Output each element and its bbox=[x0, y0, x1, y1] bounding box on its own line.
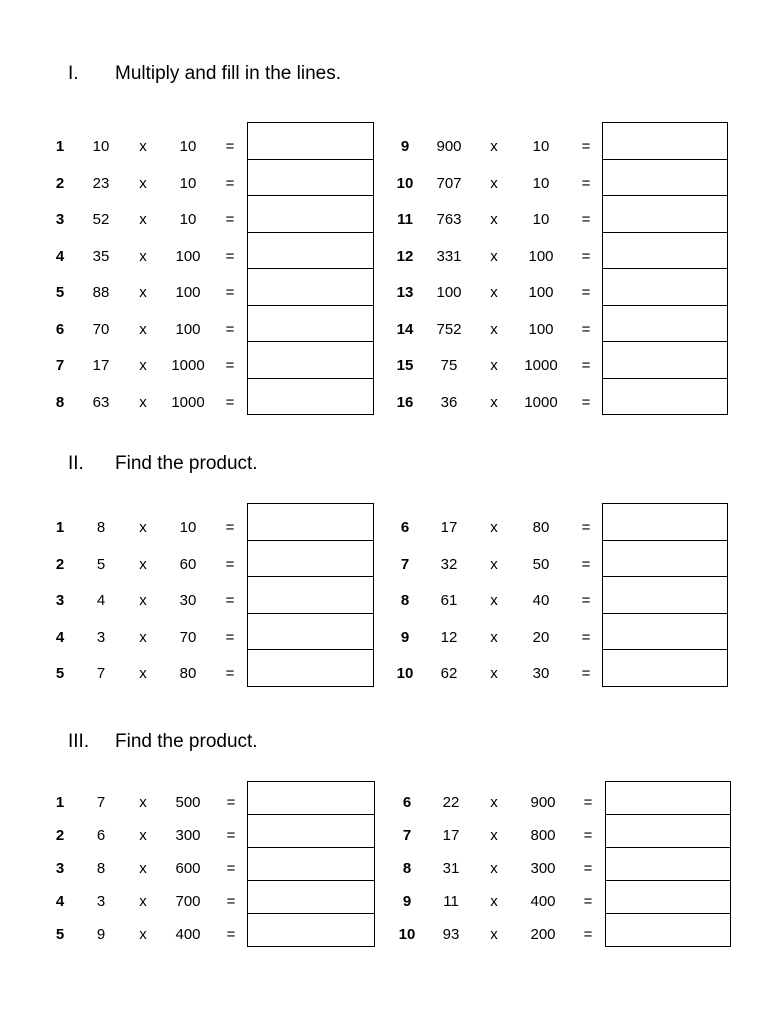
multiplicand: 17 bbox=[442, 827, 460, 844]
answer-box[interactable] bbox=[602, 305, 728, 343]
times-sign: x bbox=[139, 926, 147, 943]
multiplicand: 10 bbox=[92, 138, 110, 155]
multiplicand: 17 bbox=[440, 519, 458, 536]
times-sign: x bbox=[490, 284, 498, 301]
multiplier: 10 bbox=[532, 138, 550, 155]
multiplier: 100 bbox=[175, 284, 201, 301]
times-sign: x bbox=[139, 665, 147, 682]
problem-number: 11 bbox=[397, 211, 413, 228]
problem-number: 9 bbox=[402, 893, 412, 910]
multiplier: 20 bbox=[532, 628, 550, 646]
multiplier: 1000 bbox=[524, 357, 558, 374]
section-title bbox=[68, 452, 258, 476]
problem-number: 4 bbox=[55, 247, 65, 265]
section-title bbox=[68, 62, 341, 86]
equals-sign: = bbox=[226, 794, 236, 811]
problem-number: 1 bbox=[55, 794, 65, 811]
times-sign: x bbox=[139, 320, 147, 338]
problem-number: 14 bbox=[396, 320, 414, 338]
problem-number: 1 bbox=[55, 519, 65, 536]
answer-box[interactable] bbox=[602, 159, 728, 197]
equals-sign: = bbox=[225, 138, 235, 155]
multiplier: 100 bbox=[528, 320, 554, 338]
equals-sign: = bbox=[581, 284, 591, 301]
problem-number: 10 bbox=[396, 665, 414, 682]
answer-box[interactable] bbox=[247, 503, 374, 541]
multiplicand: 22 bbox=[442, 794, 460, 811]
multiplier: 70 bbox=[179, 628, 197, 646]
times-sign: x bbox=[490, 860, 498, 877]
times-sign: x bbox=[139, 247, 147, 265]
multiplicand: 12 bbox=[440, 628, 458, 646]
equals-sign: = bbox=[583, 926, 593, 943]
times-sign: x bbox=[490, 247, 498, 265]
equals-sign: = bbox=[581, 320, 591, 338]
multiplier: 10 bbox=[532, 174, 550, 192]
multiplicand: 75 bbox=[440, 357, 458, 374]
equals-sign: = bbox=[581, 519, 591, 536]
multiplier: 10 bbox=[179, 174, 197, 192]
problem-number: 6 bbox=[400, 519, 410, 536]
equals-sign: = bbox=[225, 174, 235, 192]
equals-sign: = bbox=[581, 393, 591, 411]
answer-box[interactable] bbox=[247, 195, 374, 233]
answer-box[interactable] bbox=[247, 305, 374, 343]
times-sign: x bbox=[139, 794, 147, 811]
multiplicand: 3 bbox=[96, 893, 106, 910]
equals-sign: = bbox=[225, 211, 235, 228]
equals-sign: = bbox=[581, 211, 591, 228]
answer-box[interactable] bbox=[602, 503, 728, 541]
problem-number: 12 bbox=[396, 247, 414, 265]
section-roman-numeral: II. bbox=[68, 453, 84, 474]
answer-box[interactable] bbox=[247, 814, 375, 848]
multiplier: 100 bbox=[528, 284, 554, 301]
answer-box[interactable] bbox=[605, 880, 731, 914]
multiplier: 80 bbox=[179, 665, 197, 682]
multiplicand: 9 bbox=[96, 926, 106, 943]
answer-box[interactable] bbox=[605, 913, 731, 947]
answer-box[interactable] bbox=[247, 540, 374, 578]
multiplier: 10 bbox=[179, 519, 197, 536]
times-sign: x bbox=[139, 357, 147, 374]
problem-number: 8 bbox=[402, 860, 412, 877]
times-sign: x bbox=[139, 519, 147, 536]
times-sign: x bbox=[490, 592, 498, 609]
multiplier: 400 bbox=[530, 893, 556, 910]
equals-sign: = bbox=[225, 519, 235, 536]
multiplicand: 93 bbox=[442, 926, 460, 943]
answer-box[interactable] bbox=[602, 613, 728, 651]
problem-number: 5 bbox=[55, 926, 65, 943]
answer-box[interactable] bbox=[247, 232, 374, 270]
multiplier: 10 bbox=[179, 138, 197, 155]
answer-box[interactable] bbox=[247, 268, 374, 306]
multiplier: 400 bbox=[175, 926, 201, 943]
multiplier: 300 bbox=[175, 827, 201, 844]
equals-sign: = bbox=[225, 555, 235, 573]
multiplicand: 52 bbox=[92, 211, 110, 228]
times-sign: x bbox=[139, 628, 147, 646]
equals-sign: = bbox=[225, 284, 235, 301]
multiplier: 30 bbox=[532, 665, 550, 682]
answer-box[interactable] bbox=[247, 880, 375, 914]
answer-box[interactable] bbox=[247, 613, 374, 651]
answer-box[interactable] bbox=[247, 649, 374, 687]
multiplier: 50 bbox=[532, 555, 550, 573]
problem-number: 3 bbox=[55, 860, 65, 877]
multiplier: 500 bbox=[175, 794, 201, 811]
multiplicand: 11 bbox=[443, 893, 459, 910]
problem-number: 3 bbox=[55, 211, 65, 228]
equals-sign: = bbox=[583, 827, 593, 844]
times-sign: x bbox=[139, 893, 147, 910]
multiplier: 800 bbox=[530, 827, 556, 844]
problem-number: 6 bbox=[402, 794, 412, 811]
multiplicand: 88 bbox=[92, 284, 110, 301]
answer-box[interactable] bbox=[605, 847, 731, 881]
multiplicand: 63 bbox=[92, 393, 110, 411]
problem-number: 4 bbox=[55, 893, 65, 910]
answer-box[interactable] bbox=[605, 814, 731, 848]
answer-box[interactable] bbox=[247, 781, 375, 815]
multiplicand: 32 bbox=[440, 555, 458, 573]
equals-sign: = bbox=[581, 665, 591, 682]
problem-number: 1 bbox=[55, 138, 65, 155]
multiplicand: 8 bbox=[96, 519, 106, 536]
equals-sign: = bbox=[581, 592, 591, 609]
times-sign: x bbox=[490, 665, 498, 682]
multiplier: 1000 bbox=[171, 357, 205, 374]
answer-box[interactable] bbox=[602, 540, 728, 578]
answer-box[interactable] bbox=[247, 576, 374, 614]
answer-box[interactable] bbox=[247, 378, 374, 416]
times-sign: x bbox=[139, 555, 147, 573]
equals-sign: = bbox=[583, 893, 593, 910]
equals-sign: = bbox=[581, 357, 591, 374]
equals-sign: = bbox=[225, 628, 235, 646]
multiplier: 600 bbox=[175, 860, 201, 877]
problem-number: 7 bbox=[55, 357, 65, 374]
section-instruction: Find the product. bbox=[115, 453, 258, 474]
problem-number: 9 bbox=[400, 628, 410, 646]
multiplier: 200 bbox=[530, 926, 556, 943]
multiplicand: 61 bbox=[440, 592, 458, 609]
section-roman-numeral: III. bbox=[68, 731, 90, 752]
multiplicand: 100 bbox=[436, 284, 462, 301]
answer-box[interactable] bbox=[602, 378, 728, 416]
times-sign: x bbox=[490, 628, 498, 646]
answer-box[interactable] bbox=[602, 268, 728, 306]
times-sign: x bbox=[139, 174, 147, 192]
multiplier: 700 bbox=[175, 893, 201, 910]
equals-sign: = bbox=[583, 860, 593, 877]
multiplier: 100 bbox=[175, 320, 201, 338]
section-instruction: Find the product. bbox=[115, 731, 258, 752]
multiplier: 60 bbox=[179, 555, 197, 573]
equals-sign: = bbox=[225, 592, 235, 609]
multiplicand: 62 bbox=[440, 665, 458, 682]
problem-number: 15 bbox=[396, 357, 414, 374]
problem-number: 5 bbox=[55, 665, 65, 682]
problem-number: 7 bbox=[400, 555, 410, 573]
times-sign: x bbox=[490, 174, 498, 192]
multiplier: 80 bbox=[532, 519, 550, 536]
times-sign: x bbox=[490, 555, 498, 573]
answer-box[interactable] bbox=[602, 649, 728, 687]
times-sign: x bbox=[139, 592, 147, 609]
multiplicand: 763 bbox=[436, 211, 462, 228]
problem-number: 9 bbox=[400, 138, 410, 155]
times-sign: x bbox=[490, 211, 498, 228]
equals-sign: = bbox=[581, 247, 591, 265]
answer-box[interactable] bbox=[247, 159, 374, 197]
multiplicand: 5 bbox=[96, 555, 106, 573]
multiplicand: 3 bbox=[96, 628, 106, 646]
problem-number: 10 bbox=[398, 926, 416, 943]
multiplicand: 7 bbox=[96, 794, 106, 811]
section-roman-numeral: I. bbox=[68, 63, 79, 84]
equals-sign: = bbox=[581, 555, 591, 573]
problem-number: 5 bbox=[55, 284, 65, 301]
multiplier: 10 bbox=[532, 211, 550, 228]
multiplier: 300 bbox=[530, 860, 556, 877]
equals-sign: = bbox=[226, 827, 236, 844]
problem-number: 3 bbox=[55, 592, 65, 609]
multiplicand: 900 bbox=[436, 138, 462, 155]
times-sign: x bbox=[490, 320, 498, 338]
times-sign: x bbox=[490, 519, 498, 536]
multiplier: 1000 bbox=[524, 393, 558, 411]
multiplier: 100 bbox=[528, 247, 554, 265]
multiplicand: 17 bbox=[92, 357, 110, 374]
problem-number: 2 bbox=[55, 827, 65, 844]
multiplicand: 331 bbox=[436, 247, 462, 265]
answer-box[interactable] bbox=[602, 195, 728, 233]
problem-number: 6 bbox=[55, 320, 65, 338]
section-instruction: Multiply and fill in the lines. bbox=[115, 63, 341, 84]
equals-sign: = bbox=[225, 357, 235, 374]
times-sign: x bbox=[490, 794, 498, 811]
multiplicand: 35 bbox=[92, 247, 110, 265]
times-sign: x bbox=[139, 284, 147, 301]
times-sign: x bbox=[139, 138, 147, 155]
times-sign: x bbox=[490, 893, 498, 910]
equals-sign: = bbox=[225, 247, 235, 265]
problem-number: 4 bbox=[55, 628, 65, 646]
equals-sign: = bbox=[225, 320, 235, 338]
answer-box[interactable] bbox=[247, 122, 374, 160]
answer-box[interactable] bbox=[605, 781, 731, 815]
times-sign: x bbox=[139, 827, 147, 844]
times-sign: x bbox=[490, 926, 498, 943]
multiplicand: 8 bbox=[96, 860, 106, 877]
equals-sign: = bbox=[226, 926, 236, 943]
multiplicand: 31 bbox=[442, 860, 460, 877]
multiplicand: 4 bbox=[96, 592, 106, 609]
multiplicand: 752 bbox=[436, 320, 462, 338]
multiplicand: 70 bbox=[92, 320, 110, 338]
problem-number: 8 bbox=[55, 393, 65, 411]
problem-number: 2 bbox=[55, 174, 65, 192]
equals-sign: = bbox=[226, 860, 236, 877]
times-sign: x bbox=[139, 393, 147, 411]
multiplier: 1000 bbox=[171, 393, 205, 411]
answer-box[interactable] bbox=[602, 576, 728, 614]
answer-box[interactable] bbox=[247, 847, 375, 881]
problem-number: 2 bbox=[55, 555, 65, 573]
times-sign: x bbox=[139, 860, 147, 877]
section-title bbox=[68, 730, 258, 754]
problem-number: 10 bbox=[396, 174, 414, 192]
multiplier: 100 bbox=[175, 247, 201, 265]
times-sign: x bbox=[490, 357, 498, 374]
times-sign: x bbox=[139, 211, 147, 228]
equals-sign: = bbox=[581, 628, 591, 646]
equals-sign: = bbox=[225, 665, 235, 682]
answer-box[interactable] bbox=[602, 232, 728, 270]
multiplicand: 7 bbox=[96, 665, 106, 682]
equals-sign: = bbox=[583, 794, 593, 811]
times-sign: x bbox=[490, 827, 498, 844]
multiplicand: 6 bbox=[96, 827, 106, 844]
equals-sign: = bbox=[581, 174, 591, 192]
equals-sign: = bbox=[226, 893, 236, 910]
times-sign: x bbox=[490, 393, 498, 411]
problem-number: 8 bbox=[400, 592, 410, 609]
answer-box[interactable] bbox=[247, 913, 375, 947]
multiplicand: 36 bbox=[440, 393, 458, 411]
multiplier: 10 bbox=[179, 211, 197, 228]
answer-box[interactable] bbox=[602, 341, 728, 379]
multiplier: 900 bbox=[530, 794, 556, 811]
multiplier: 40 bbox=[532, 592, 550, 609]
problem-number: 13 bbox=[396, 284, 414, 301]
answer-box[interactable] bbox=[602, 122, 728, 160]
equals-sign: = bbox=[225, 393, 235, 411]
answer-box[interactable] bbox=[247, 341, 374, 379]
problem-number: 7 bbox=[402, 827, 412, 844]
equals-sign: = bbox=[581, 138, 591, 155]
multiplicand: 23 bbox=[92, 174, 110, 192]
problem-number: 16 bbox=[396, 393, 414, 411]
multiplicand: 707 bbox=[436, 174, 462, 192]
times-sign: x bbox=[490, 138, 498, 155]
multiplier: 30 bbox=[179, 592, 197, 609]
